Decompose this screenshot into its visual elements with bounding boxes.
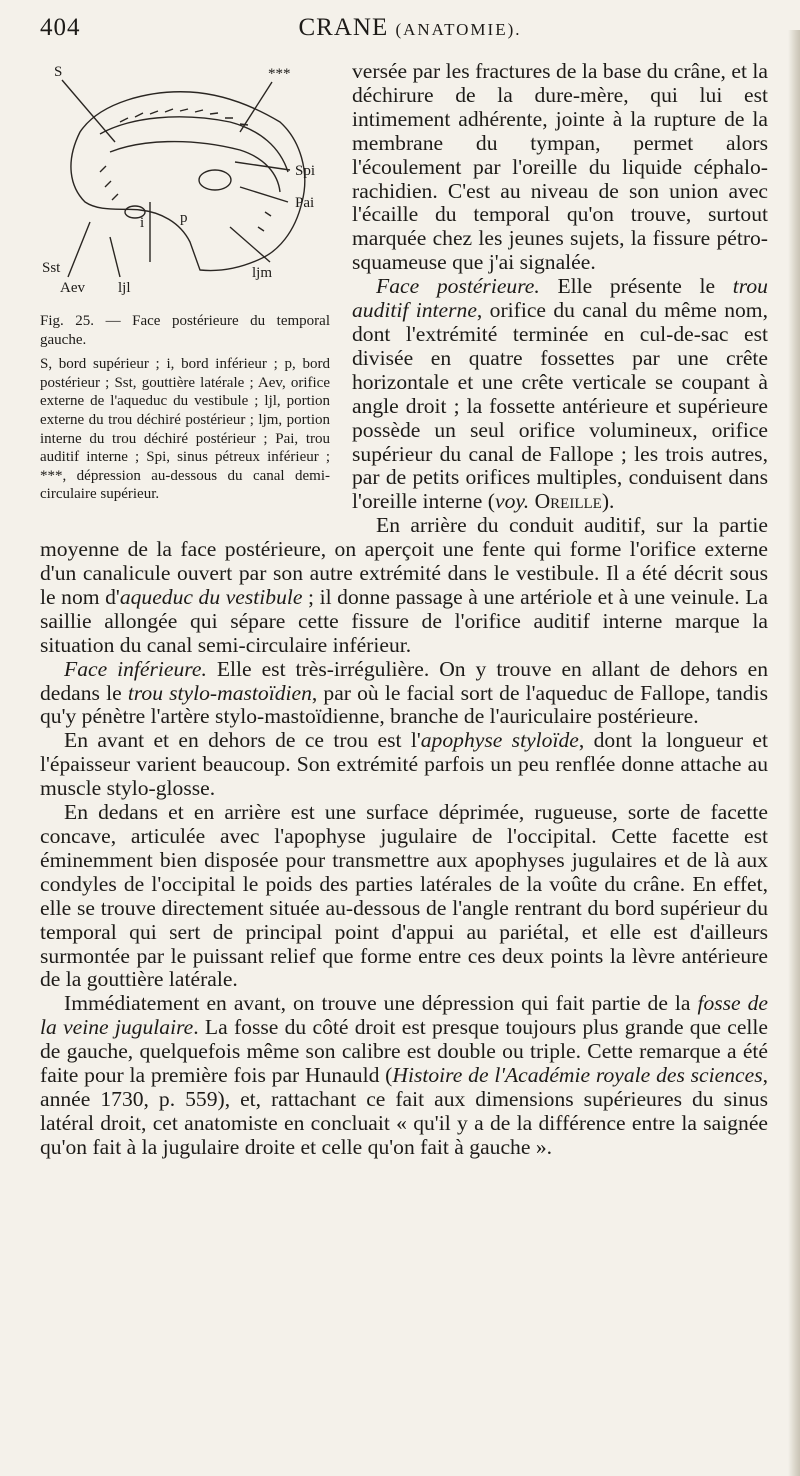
bone-outline (71, 92, 305, 271)
text-span: , année 1730, p. 559), et, rattachant ce fait aux dimensions supérieures du sinus latéral droit, cet anatomiste en concluait « qu'il y a de la différence entre la saignée qu'on fait à la jugulaire droite et celle qu'on fait à gauche ». (40, 1063, 768, 1159)
page-number: 404 (40, 14, 81, 41)
label-Pai: Pai (295, 195, 315, 211)
heading-face-inferieure: Face inférieure. (64, 656, 207, 681)
paragraph-face-inferieure (40, 658, 768, 730)
text-span: , orifice du canal du même nom, dont l'extrémité terminée en cul-de-sac est divisée en quatre fossettes par une crête horizontale et une crête verticale se coupant à angle droit ; la fossette antérieure et supérieure possède un seul orifice volumineux, orifice supérieur du canal de Fallope ; les trois autres, par de petits orifices multiples, conduisent dans l'oreille interne ( (352, 298, 769, 514)
term-fosse-veine-jugulaire: fosse de la veine jugulaire (40, 991, 768, 1040)
bone-ridge (100, 117, 288, 172)
heading-face-posterieure: Face postérieure. (376, 274, 540, 299)
text-span: ). (601, 489, 615, 514)
text-oreille: Oreille (529, 489, 602, 514)
sulcus-line-2 (110, 237, 120, 277)
auditory-meatus (199, 170, 231, 190)
reference-histoire-academie: Histoire de l'Académie royale des sciences (392, 1063, 763, 1088)
text-span: En arrière du conduit auditif, sur la partie moyenne de la face postérieure, on aperçoit une fente qui forme l'orifice externe d'un canalicule ouvert par son autre extrémité dans le vestibule. Il a été décrit sous le nom d' (40, 513, 768, 609)
page-edge-shadow (788, 30, 800, 1476)
page-body (40, 60, 768, 1160)
label-p: p (180, 210, 188, 226)
text-voy: voy. (495, 489, 530, 514)
figure-25 (40, 62, 340, 532)
text-span: , dont la longueur et l'épaisseur varient beaucoup. Son extrémité parfois un peu renflée donne attache au muscle stylo-glosse. (40, 728, 769, 801)
paragraph-apophyse-styloide (40, 729, 768, 801)
temporal-bone-illustration (40, 62, 340, 302)
term-trou-auditif-interne: trou auditif interne (352, 274, 768, 323)
figure-caption-legend: S, bord supérieur ; i, bord inférieur ; p, bord postérieur ; Sst, gouttière latérale ; Aev, orifice externe de l'aqueduc du vestibule ; ljl, portion externe du trou déchiré postérieur ; ljm, portion interne du trou déchiré postérieur ; Pai, trou auditif interne ; Spi, sinus pétreux inférieur ; ***, dépression au-dessous du canal demi-circulaire supérieur. (40, 356, 330, 503)
top-line (62, 80, 115, 142)
paragraph-aqueduc (40, 514, 768, 657)
running-header (40, 14, 780, 48)
ljm-line (230, 227, 270, 262)
paragraph-facette: En dedans et en arrière est une surface déprimée, rugueuse, sorte de facette concave, articulée avec l'apophyse jugulaire de l'occipital. Cette facette est éminemment bien disposée pour transmettre aux apophyses jugulaires et de là aux condyles de l'occipital le poids des parties latérales de la voûte du crâne. En effet, elle se trouve directement située au-dessous de l'angle rentrant du bord supérieur du temporal qui sert de principal point d'appui au pariétal, et elle est d'ailleurs surmontée par le puissant relief que forme entre ces deux points la lèvre antérieure de la gouttière latérale. (40, 800, 768, 992)
running-title-main: CRANE (298, 14, 389, 41)
text-span: En avant et en dehors de ce trou est l' (64, 728, 421, 753)
label-Aev: Aev (60, 280, 85, 296)
paragraph-intro-full: versée par les fractures de la base du crâne, et la déchirure de la dure-mère, qui lui est intimement adhérente, jointe à la rupture de la membrane du tympan, permet alors l'écoulement par l'oreille du liquide céphalo-rachidien. C'est au niveau de son union avec l'écaille du temporal qu'on trouve, surtout marquée chez les jeunes sujets, la fissure pétro-squameuse que j'ai signalée. (352, 59, 768, 275)
term-trou-stylo-mastoidien: trou stylo-mastoïdien (127, 680, 312, 705)
label-S: S (54, 64, 63, 80)
sulcus-line (68, 222, 90, 277)
label-ljl: ljl (118, 280, 131, 296)
pai-line (240, 187, 288, 202)
label-stars: *** (268, 66, 291, 82)
text-span: ; il donne passage à une artériole et à une veinule. La saillie allongée qui sépare cette fissure de l'orifice auditif interne marque la situation du canal semi-circulaire inférieur. (40, 584, 768, 657)
paragraph-fosse-jugulaire (40, 992, 768, 1159)
text-span: , par où le facial sort de l'aqueduc de Fallope, tandis qu'y pénètre l'artère stylo-mastoïdienne, branche de l'auriculaire postérieure. (40, 680, 769, 729)
text-span: Elle est très-irrégulière. On y trouve en allant de dehors en dedans le (40, 656, 768, 705)
label-Sst: Sst (42, 260, 61, 276)
text-span: Immédiatement en avant, on trouve une dépression qui fait partie de la (64, 991, 698, 1016)
label-i: i (140, 215, 145, 231)
spi-line (235, 162, 290, 170)
text-span: . La fosse du côté droit est presque toujours plus grande que celle de gauche, quelquefois même son calibre est double ou triple. Cette remarque a été faite pour la première fois par Hunauld ( (40, 1015, 768, 1088)
term-aqueduc-du-vestibule: aqueduc du vestibule (119, 584, 303, 609)
term-apophyse-styloide: apophyse styloïde (420, 728, 579, 753)
figure-caption (40, 312, 330, 504)
label-ljm: ljm (252, 265, 273, 281)
bone-inner-ridge (110, 142, 280, 192)
figure-caption-title: Fig. 25. — Face postérieure du temporal gauche. (40, 313, 330, 348)
text-span: Elle présente le (539, 274, 733, 299)
running-title-sub: (ANATOMIE). (395, 20, 522, 39)
label-Spi: Spi (295, 163, 316, 179)
running-title (40, 14, 780, 42)
